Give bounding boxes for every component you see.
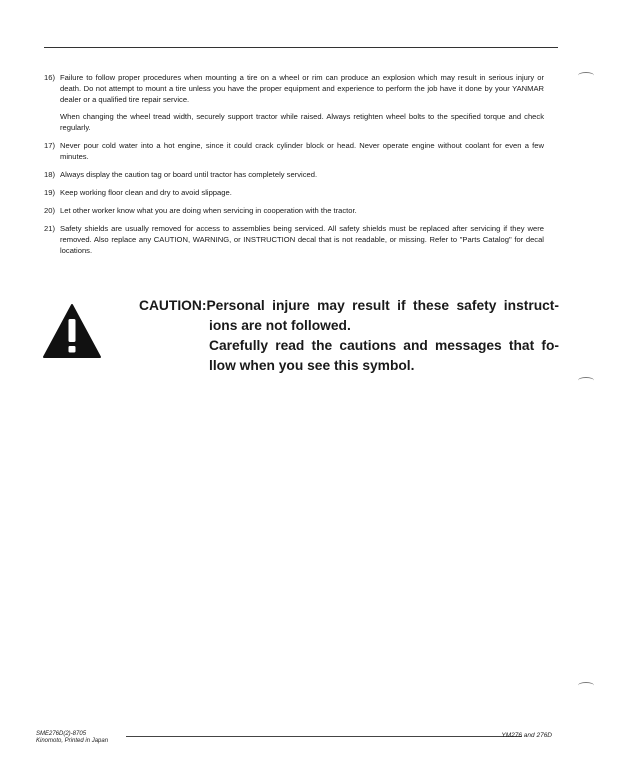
item-number: 18) bbox=[44, 170, 55, 179]
warning-triangle-icon bbox=[42, 303, 102, 359]
list-item bbox=[44, 140, 544, 162]
caution-line: ions are not followed. bbox=[209, 318, 351, 333]
item-text: Failure to follow proper procedures when mounting a tire on a wheel or rim can produce an explosion which may result in serious injury or death. Do not attempt to mount a tire unless you have the proper equipment and experience to perform the job have it done by your YANMAR dealer or a qualified tire repair service. bbox=[60, 73, 544, 104]
safety-list bbox=[44, 72, 544, 263]
margin-mark bbox=[578, 377, 594, 384]
item-number: 21) bbox=[44, 224, 55, 233]
item-text: Always display the caution tag or board until tractor has completely serviced. bbox=[60, 170, 318, 179]
margin-mark bbox=[578, 682, 594, 689]
top-rule bbox=[44, 47, 558, 48]
caution-line: llow when you see this symbol. bbox=[209, 358, 415, 373]
list-item bbox=[44, 72, 544, 133]
item-text: When changing the wheel tread width, securely support tractor while raised. Always retighten wheel bolts to the specified torque and check regularly. bbox=[60, 112, 544, 132]
item-number: 20) bbox=[44, 206, 55, 215]
list-item bbox=[44, 223, 544, 256]
caution-line: Carefully read the cautions and messages that fo- bbox=[209, 338, 559, 353]
model-label: YM276 and 276D bbox=[501, 732, 552, 739]
caution-notice bbox=[139, 296, 559, 376]
item-number: 19) bbox=[44, 188, 55, 197]
item-text: Keep working floor clean and dry to avoid slippage. bbox=[60, 188, 232, 197]
document-code: SME276D(2)-8705 bbox=[36, 731, 87, 737]
list-item bbox=[44, 205, 544, 216]
list-item bbox=[44, 169, 544, 180]
item-number: 17) bbox=[44, 141, 55, 150]
item-text: Never pour cold water into a hot engine, since it could crack cylinder block or head. Never operate engine without coolant for even a few minutes. bbox=[60, 141, 544, 161]
page-footer bbox=[36, 731, 566, 753]
margin-mark bbox=[578, 72, 594, 79]
item-text: Let other worker know what you are doing when servicing in cooperation with the tractor. bbox=[60, 206, 357, 215]
item-number: 16) bbox=[44, 73, 55, 82]
footer-rule bbox=[126, 736, 522, 737]
print-location: Kinomoto, Printed in Japan bbox=[36, 738, 109, 744]
caution-line: CAUTION:Personal injure may result if these safety instruct- bbox=[139, 298, 559, 313]
list-item bbox=[44, 187, 544, 198]
item-text: Safety shields are usually removed for access to assemblies being serviced. All safety shields must be replaced after servicing if they were removed. Also replace any CAUTION, WARNING, or INSTRUCTION decal that is not readable, or missing. Refer to "Parts Catalog" for decal locations. bbox=[60, 224, 544, 255]
